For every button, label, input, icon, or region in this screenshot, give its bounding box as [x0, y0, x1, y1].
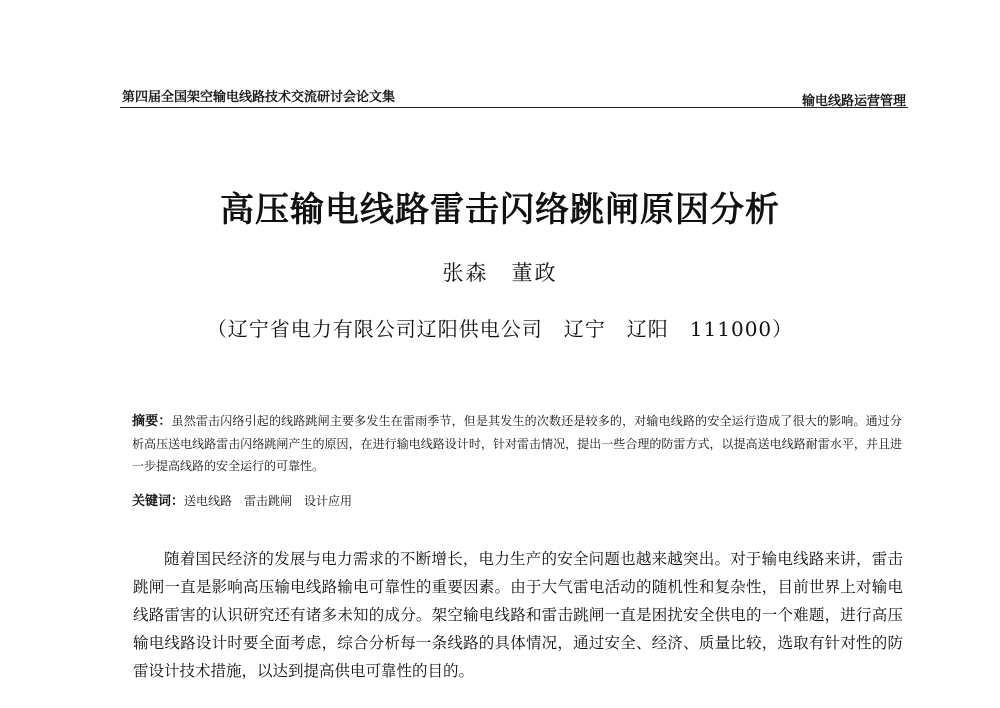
affiliation: （辽宁省电力有限公司辽阳供电公司 辽宁 辽阳 111000）: [206, 317, 794, 341]
paper-title: 高压输电线路雷击闪络跳闸原因分析: [220, 190, 780, 230]
header-rule: [120, 107, 908, 108]
proceedings-title: 第四届全国架空输电线路技术交流研讨会论文集: [122, 90, 396, 105]
abstract: [132, 410, 902, 477]
authors: 张森 董政: [442, 261, 558, 285]
section-name: 输电线路运营管理: [801, 94, 906, 109]
body-paragraph: 随着国民经济的发展与电力需求的不断增长，电力生产的安全问题也越来越突出。对于输电线路来讲，雷击跳闸一直是影响高压输电线路输电可靠性的重要因素。由于大气雷电活动的随机性和复杂性，目前世界上对输电线路雷害的认识研究还有诸多未知的成分。架空输电线路和雷击跳闸一直是困扰安全供电的一个难题，进行高压输电线路设计时要全面考虑，综合分析每一条线路的具体情况，通过安全、经济、质量比较，选取有针对性的防雷设计技术措施，以达到提高供电可靠性的目的。: [133, 550, 903, 680]
abstract-label: 摘要：: [132, 414, 172, 429]
keywords-text: 送电线路 雷击跳闸 设计应用: [184, 494, 353, 508]
keywords-label: 关键词：: [132, 494, 185, 509]
keywords: [132, 491, 902, 512]
abstract-text: 虽然雷击闪络引起的线路跳闸主要多发生在雷雨季节，但是其发生的次数还是较多的，对输电线路的安全运行造成了很大的影响。通过分析高压送电线路雷击闪络跳闸产生的原因，在进行输电线路设计时，针对雷击情况，提出一些合理的防雷方式，以提高送电线路耐雷水平，并且进一步提高线路的安全运行的可靠性。: [132, 414, 902, 473]
